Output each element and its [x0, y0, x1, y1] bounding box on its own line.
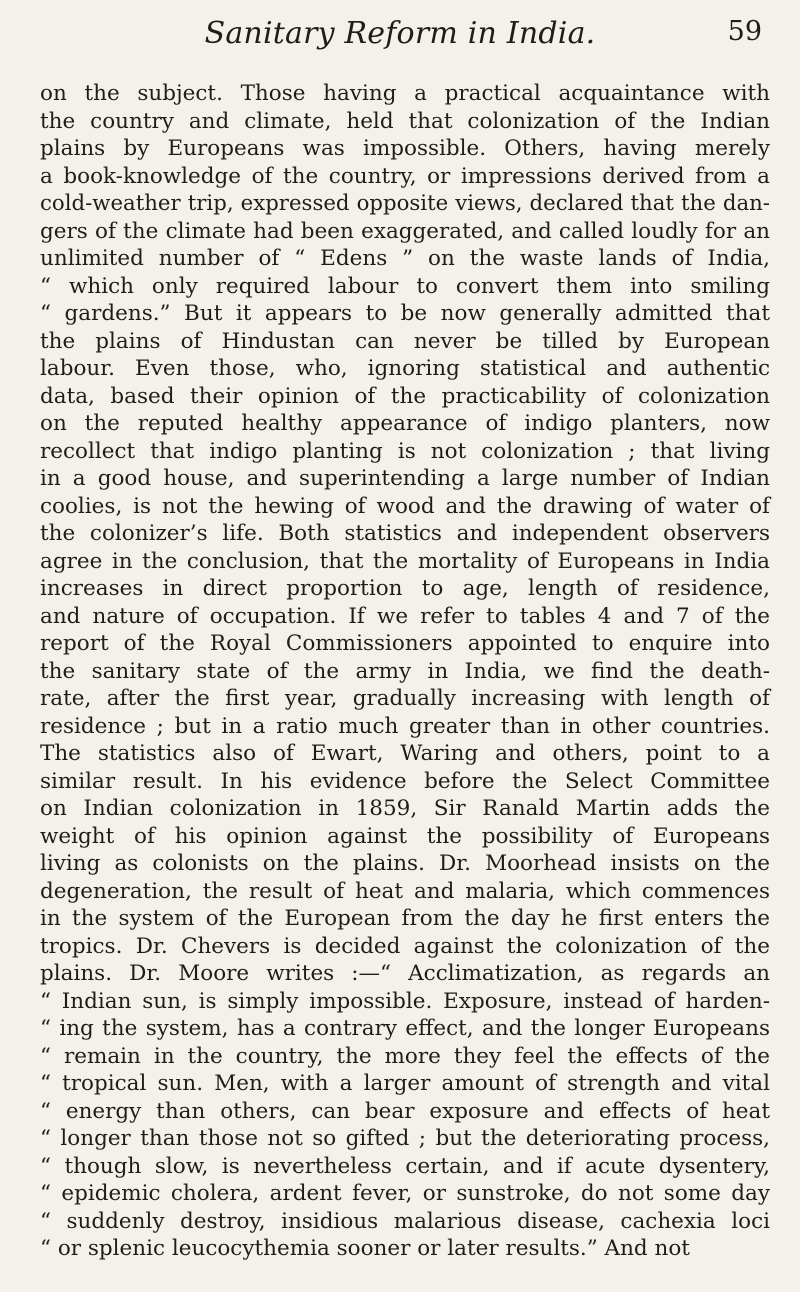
- text-line: tropics. Dr. Chevers is decided against the colonization of the: [40, 933, 770, 959]
- text-line: recollect that indigo planting is not colonization ; that living: [40, 438, 770, 464]
- text-line: report of the Royal Commissioners appointed to enquire into: [40, 631, 770, 656]
- text-line: The statistics also of Ewart, Waring and others, point to a: [40, 741, 770, 766]
- text-line: on Indian colonization in 1859, Sir Ranald Martin adds the: [40, 796, 770, 821]
- text-line: agree in the conclusion, that the mortality of Europeans in India: [40, 548, 770, 574]
- text-line: “ tropical sun. Men, with a larger amount of strength and vital: [40, 1071, 770, 1096]
- text-line: living as colonists on the plains. Dr. Moorhead insists on the: [40, 851, 770, 876]
- body-text: [40, 80, 770, 1263]
- text-line: and nature of occupation. If we refer to tables 4 and 7 of the: [40, 603, 770, 629]
- text-line: weight of his opinion against the possibility of Europeans: [40, 823, 770, 849]
- running-title: Sanitary Reform in India.: [204, 16, 596, 51]
- text-line: on the reputed healthy appearance of indigo planters, now: [40, 411, 770, 436]
- text-line: plains by Europeans was impossible. Others, having merely: [40, 136, 770, 161]
- text-line: “ longer than those not so gifted ; but the deteriorating process,: [40, 1126, 770, 1151]
- text-line: coolies, is not the hewing of wood and the drawing of water of: [40, 493, 770, 519]
- text-line: “ epidemic cholera, ardent fever, or sunstroke, do not some day: [40, 1181, 770, 1206]
- text-line: gers of the climate had been exaggerated, and called loudly for an: [40, 218, 770, 244]
- text-line: the colonizer’s life. Both statistics and independent observers: [40, 521, 770, 546]
- page-number: 59: [727, 16, 762, 47]
- text-line: “ gardens.” But it appears to be now generally admitted that: [40, 301, 770, 326]
- text-line: residence ; but in a ratio much greater than in other countries.: [40, 713, 770, 739]
- text-line: in the system of the European from the day he first enters the: [40, 906, 770, 931]
- text-line: the plains of Hindustan can never be tilled by European: [40, 328, 770, 354]
- text-line: rate, after the first year, gradually increasing with length of: [40, 686, 770, 711]
- text-line: “ ing the system, has a contrary effect, and the longer Europeans: [40, 1016, 770, 1041]
- text-line: on the subject. Those having a practical acquaintance with: [40, 81, 770, 106]
- text-line: degeneration, the result of heat and malaria, which commences: [40, 878, 770, 904]
- text-line: a book-knowledge of the country, or impressions derived from a: [40, 163, 770, 189]
- text-line: the country and climate, held that colonization of the Indian: [40, 108, 770, 134]
- text-line: data, based their opinion of the practicability of colonization: [40, 383, 770, 409]
- text-line: “ Indian sun, is simply impossible. Exposure, instead of harden-: [40, 988, 770, 1014]
- text-line: increases in direct proportion to age, length of residence,: [40, 576, 770, 601]
- text-line: “ which only required labour to convert them into smiling: [40, 273, 770, 299]
- text-line: “ energy than others, can bear exposure and effects of heat: [40, 1098, 770, 1124]
- text-line: “ suddenly destroy, insidious malarious disease, cachexia loci: [40, 1208, 770, 1234]
- text-line: cold-weather trip, expressed opposite views, declared that the dan-: [40, 191, 770, 216]
- text-line: “ though slow, is nevertheless certain, and if acute dysentery,: [40, 1153, 770, 1179]
- text-line: plains. Dr. Moore writes :—“ Acclimatization, as regards an: [40, 961, 770, 986]
- running-head: [0, 8, 800, 58]
- text-line: the sanitary state of the army in India, we find the death-: [40, 658, 770, 684]
- text-line: “ remain in the country, the more they feel the effects of the: [40, 1043, 770, 1069]
- text-line: “ or splenic leucocythemia sooner or later results.” And not: [40, 1236, 690, 1261]
- text-line: similar result. In his evidence before the Select Committee: [40, 768, 770, 794]
- text-line: in a good house, and superintending a large number of Indian: [40, 466, 770, 491]
- text-line: labour. Even those, who, ignoring statistical and authentic: [40, 356, 770, 381]
- text-line: unlimited number of “ Edens ” on the waste lands of India,: [40, 246, 770, 271]
